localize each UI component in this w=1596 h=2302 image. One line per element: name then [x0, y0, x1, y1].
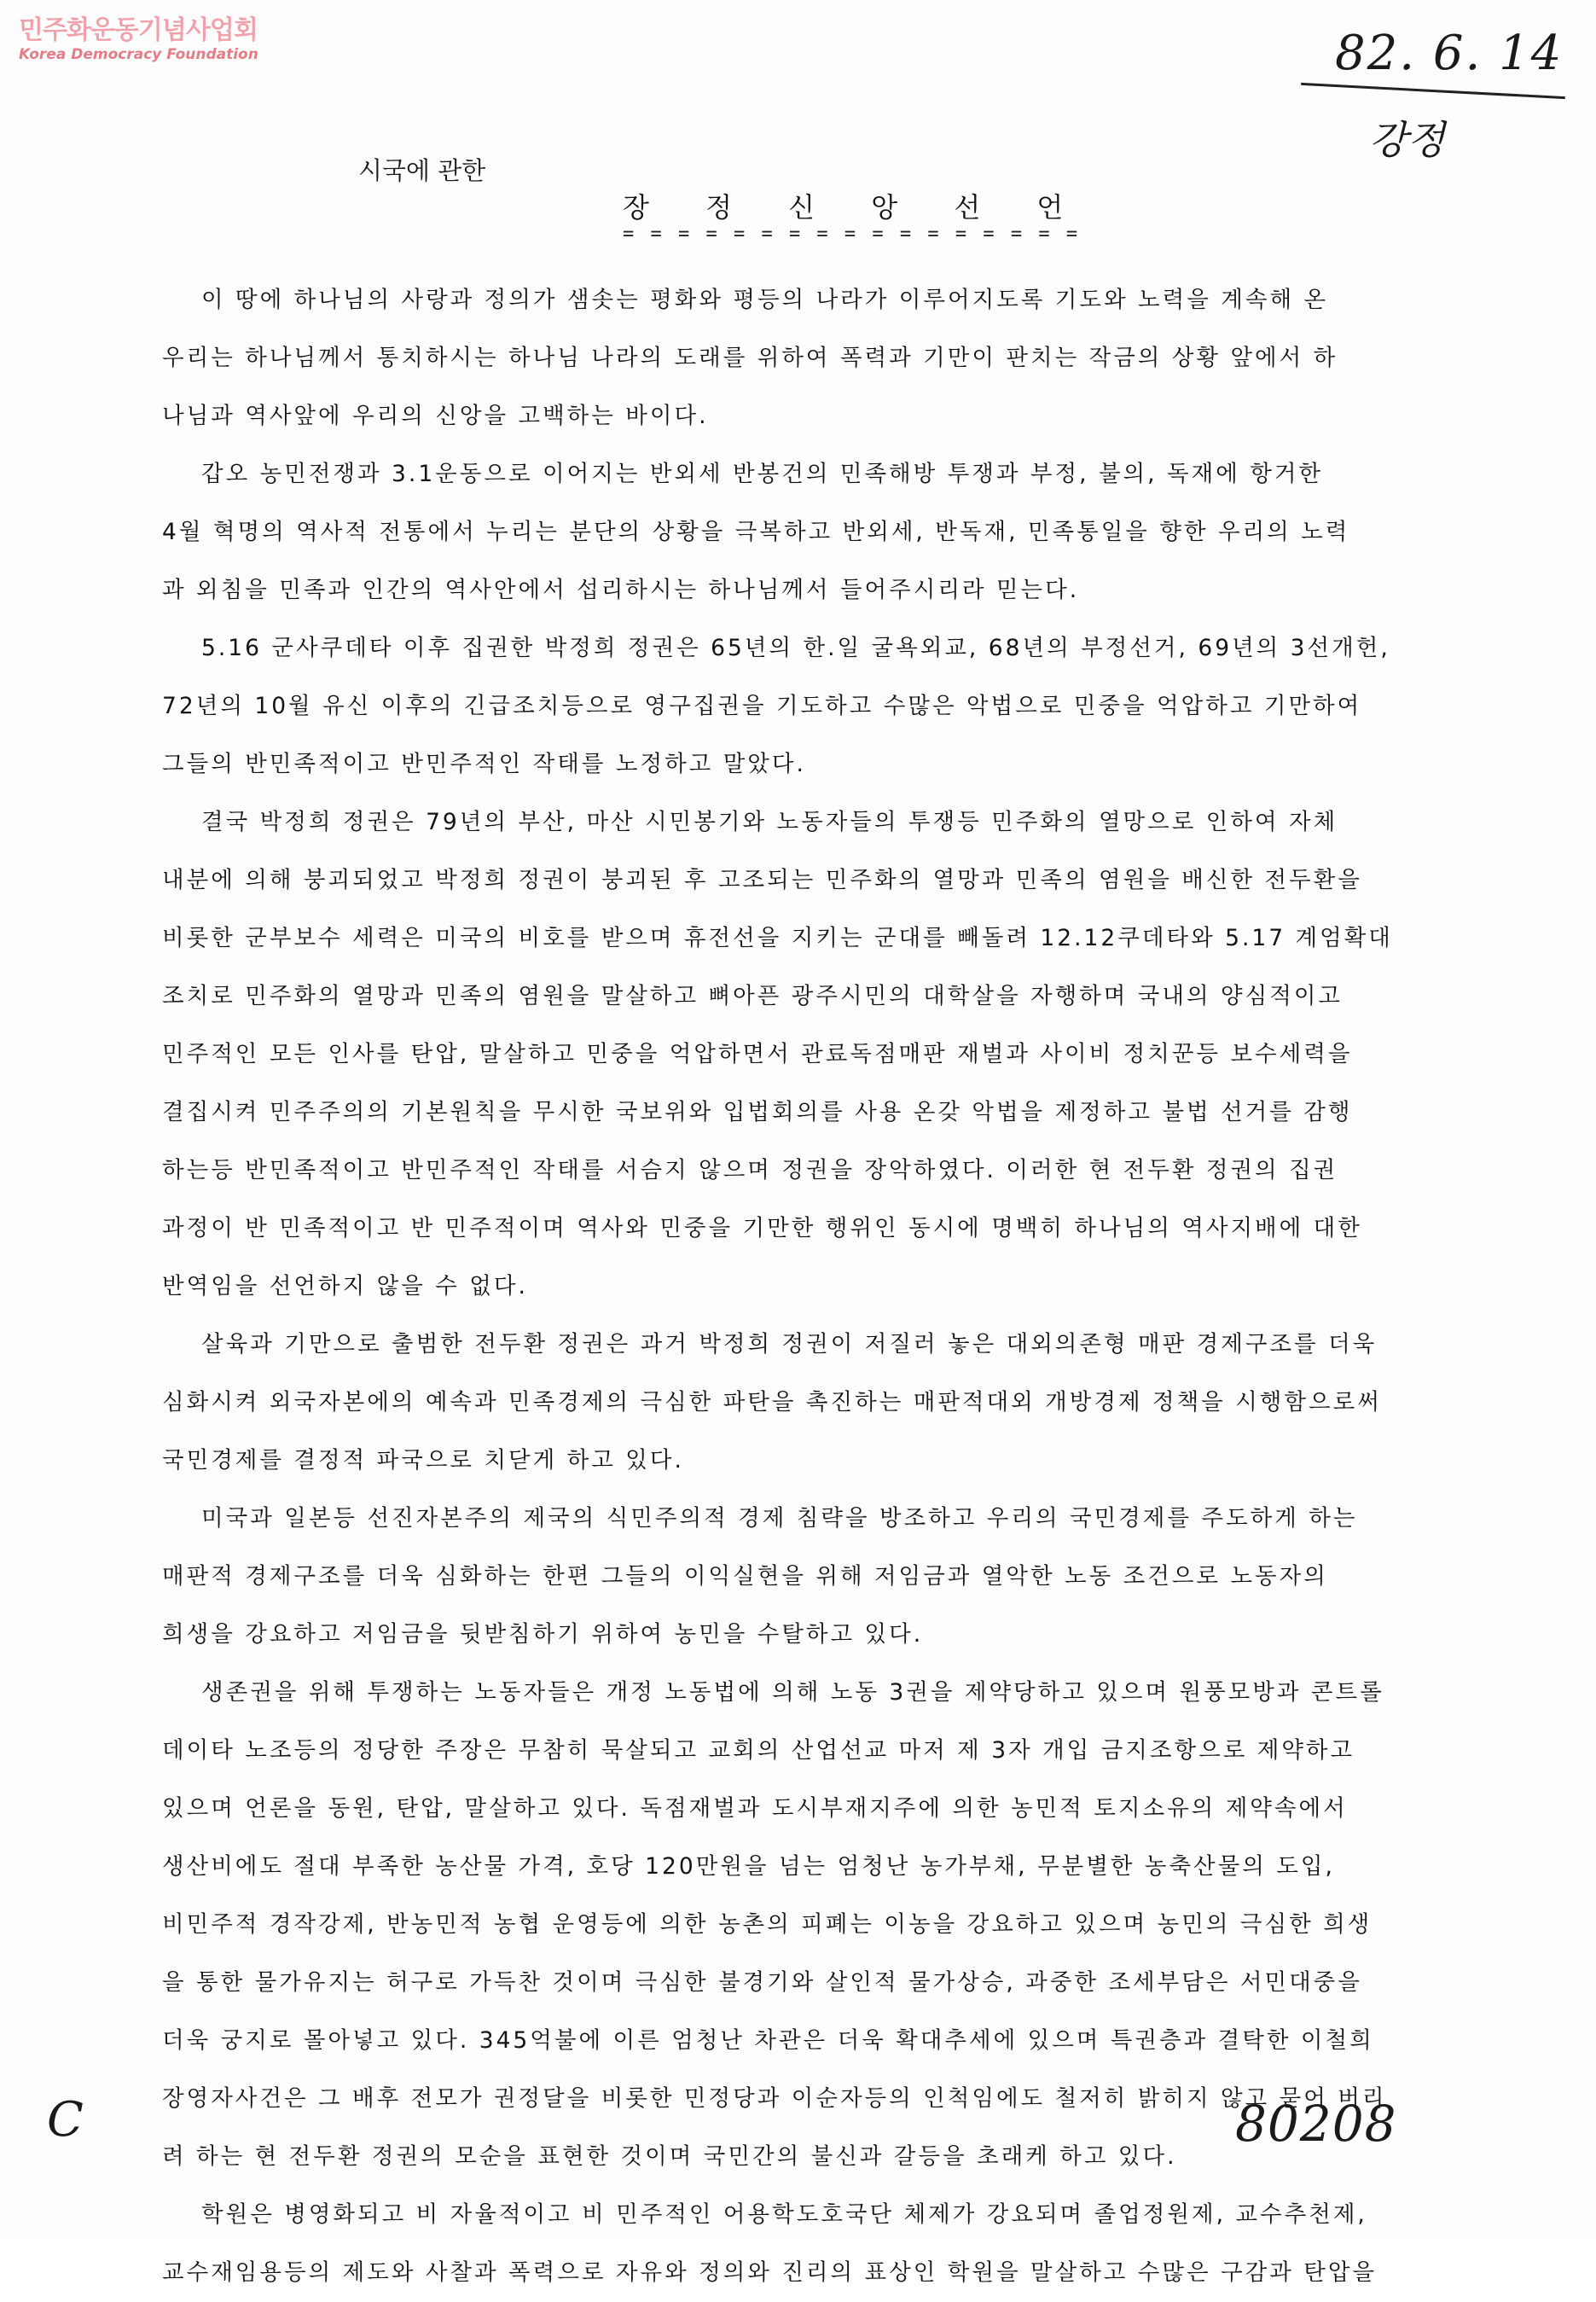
- text-line: 학원은 병영화되고 비 자율적이고 비 민주적인 어용학도호국단 체제가 강요되며 졸업정원제, 교수추천제,: [201, 2201, 1367, 2228]
- text-line: 과 외침을 민족과 인간의 역사안에서 섭리하시는 하나님께서 들어주시리라 믿는다.: [162, 577, 1080, 603]
- text-line: 있으며 언론을 동원, 탄압, 말살하고 있다. 독점재벌과 도시부재지주에 의한 농민적 토지소유의 제약속에서: [162, 1795, 1348, 1822]
- text-line: 과정이 반 민족적이고 반 민주적이며 역사와 민중을 기만한 행위인 동시에 명백히 하나님의 역사지배에 대한: [162, 1215, 1362, 1241]
- text-line: 미국과 일본등 선진자본주의 제국의 식민주의적 경제 침략을 방조하고 우리의 국민경제를 주도하게 하는: [201, 1505, 1358, 1532]
- text-line: 민주적인 모든 인사를 탄압, 말살하고 민중을 억압하면서 관료독점매판 재벌과 사이비 정치꾼등 보수세력을: [162, 1041, 1353, 1067]
- text-line: 그들의 반민족적이고 반민주적인 작태를 노정하고 말았다.: [162, 751, 806, 777]
- document-body: [162, 271, 1493, 2302]
- paragraph: [162, 445, 1493, 619]
- text-line: 희생을 강요하고 저임금을 뒷받침하기 위하여 농민을 수탈하고 있다.: [162, 1621, 924, 1648]
- text-line: 려 하는 현 전두환 정권의 모순을 표현한 것이며 국민간의 불신과 갈등을 초래케 하고 있다.: [162, 2143, 1177, 2170]
- text-line: 생산비에도 절대 부족한 농산물 가격, 호당 120만원을 넘는 엄청난 농가부채, 무분별한 농축산물의 도입,: [162, 1853, 1335, 1880]
- text-line: 더욱 궁지로 몰아넣고 있다. 345억불에 이른 엄청난 차관은 더욱 확대추세에 있으며 특권층과 결탁한 이철희: [162, 2027, 1374, 2054]
- text-line: 결국 박정희 정권은 79년의 부산, 마산 시민봉기와 노동자들의 투쟁등 민주화의 열망으로 인하여 자체: [201, 809, 1338, 835]
- text-line: 하는등 반민족적이고 반민주적인 작태를 서슴지 않으며 정권을 장악하였다. 이러한 현 전두환 정권의 집권: [162, 1157, 1338, 1183]
- handwritten-date: 82. 6. 14: [1335, 26, 1564, 81]
- text-line: 국민경제를 결정적 파국으로 치닫게 하고 있다.: [162, 1447, 684, 1474]
- text-line: 반역임을 선언하지 않을 수 없다.: [162, 1273, 528, 1299]
- paragraph: [162, 271, 1493, 445]
- paragraph: [162, 1490, 1493, 1664]
- text-line: 내분에 의해 붕괴되었고 박정희 정권이 붕괴된 후 고조되는 민주화의 열망과 민족의 염원을 배신한 전두환을: [162, 867, 1362, 893]
- text-line: 비롯한 군부보수 세력은 미국의 비호를 받으며 휴전선을 지키는 군대를 빼돌려 12.12쿠데타와 5.17 계엄확대: [162, 925, 1393, 951]
- title-double-underline: = = = = = = = = = = = = = = = = =: [623, 224, 1081, 245]
- handwritten-document-number: 80208: [1235, 2095, 1397, 2153]
- text-line: 을 통한 물가유지는 허구로 가득찬 것이며 극심한 불경기와 살인적 물가상승, 과중한 조세부담은 서민대중을: [162, 1969, 1362, 1996]
- paragraph: [162, 619, 1493, 793]
- handwritten-name: 강정: [1369, 117, 1445, 163]
- text-line: 비민주적 경작강제, 반농민적 농협 운영등에 의한 농촌의 피폐는 이농을 강요하고 있으며 농민의 극심한 희생: [162, 1911, 1373, 1938]
- text-line: 5.16 군사쿠데타 이후 집권한 박정희 정권은 65년의 한.일 굴욕외교, 68년의 부정선거, 69년의 3선개헌,: [201, 635, 1390, 661]
- paragraph: [162, 793, 1493, 1316]
- text-line: 결집시켜 민주주의의 기본원칙을 무시한 국보위와 입법회의를 사용 온갖 악법을 제정하고 불법 선거를 감행: [162, 1099, 1353, 1125]
- watermark-korean: 민주화운동기념사업회: [19, 15, 258, 45]
- text-line: 4월 혁명의 역사적 전통에서 누리는 분단의 상황을 극복하고 반외세, 반독재, 민족통일을 향한 우리의 노력: [162, 519, 1350, 545]
- text-line: 72년의 10월 유신 이후의 긴급조치등으로 영구집권을 기도하고 수많은 악법으로 민중을 억압하고 기만하여: [162, 693, 1362, 719]
- text-line: 데이타 노조등의 정당한 주장은 무참히 묵살되고 교회의 산업선교 마저 제 3자 개입 금지조항으로 제약하고: [162, 1737, 1355, 1764]
- text-line: 갑오 농민전쟁과 3.1운동으로 이어지는 반외세 반봉건의 민족해방 투쟁과 부정, 불의, 독재에 항거한: [201, 461, 1324, 487]
- paragraph: [162, 2186, 1493, 2302]
- document-title: 장 정 신 앙 선 언: [623, 191, 1088, 224]
- text-line: 매판적 경제구조를 더욱 심화하는 한편 그들의 이익실현을 위해 저임금과 열악한 노동 조건으로 노동자의: [162, 1563, 1328, 1590]
- text-line: 생존권을 위해 투쟁하는 노동자들은 개정 노동법에 의해 노동 3권을 제약당하고 있으며 원풍모방과 콘트롤: [201, 1679, 1384, 1706]
- paragraph: [162, 1316, 1493, 1490]
- text-line: 조치로 민주화의 열망과 민족의 염원을 말살하고 뼈아픈 광주시민의 대학살을 자행하며 국내의 양심적이고: [162, 983, 1344, 1009]
- handwritten-mark: C: [47, 2092, 84, 2148]
- document-subtitle: 시국에 관한: [358, 156, 486, 185]
- text-line: 교수재임용등의 제도와 사찰과 폭력으로 자유와 정의와 진리의 표상인 학원을 말살하고 수많은 구감과 탄압을: [162, 2259, 1378, 2286]
- text-line: 장영자사건은 그 배후 전모가 권정달을 비롯한 민정당과 이순자등의 인척임에도 철저히 밝히지 않고 묻어 버리: [162, 2085, 1387, 2112]
- text-line: 우리는 하나님께서 통치하시는 하나님 나라의 도래를 위하여 폭력과 기만이 판치는 작금의 상황 앞에서 하: [162, 345, 1338, 371]
- watermark-english: Korea Democracy Foundation: [19, 46, 258, 63]
- text-line: 나님과 역사앞에 우리의 신앙을 고백하는 바이다.: [162, 403, 709, 429]
- text-line: 심화시켜 외국자본에의 예속과 민족경제의 극심한 파탄을 촉진하는 매판적대외 개방경제 정책을 시행함으로써: [162, 1389, 1382, 1415]
- text-line: 살육과 기만으로 출범한 전두환 정권은 과거 박정희 정권이 저질러 놓은 대외의존형 매판 경제구조를 더욱: [201, 1331, 1378, 1357]
- watermark-logo: [19, 15, 275, 63]
- handwritten-underline: [1301, 83, 1565, 99]
- text-line: 이 땅에 하나님의 사랑과 정의가 샘솟는 평화와 평등의 나라가 이루어지도록 기도와 노력을 계속해 온: [201, 287, 1329, 313]
